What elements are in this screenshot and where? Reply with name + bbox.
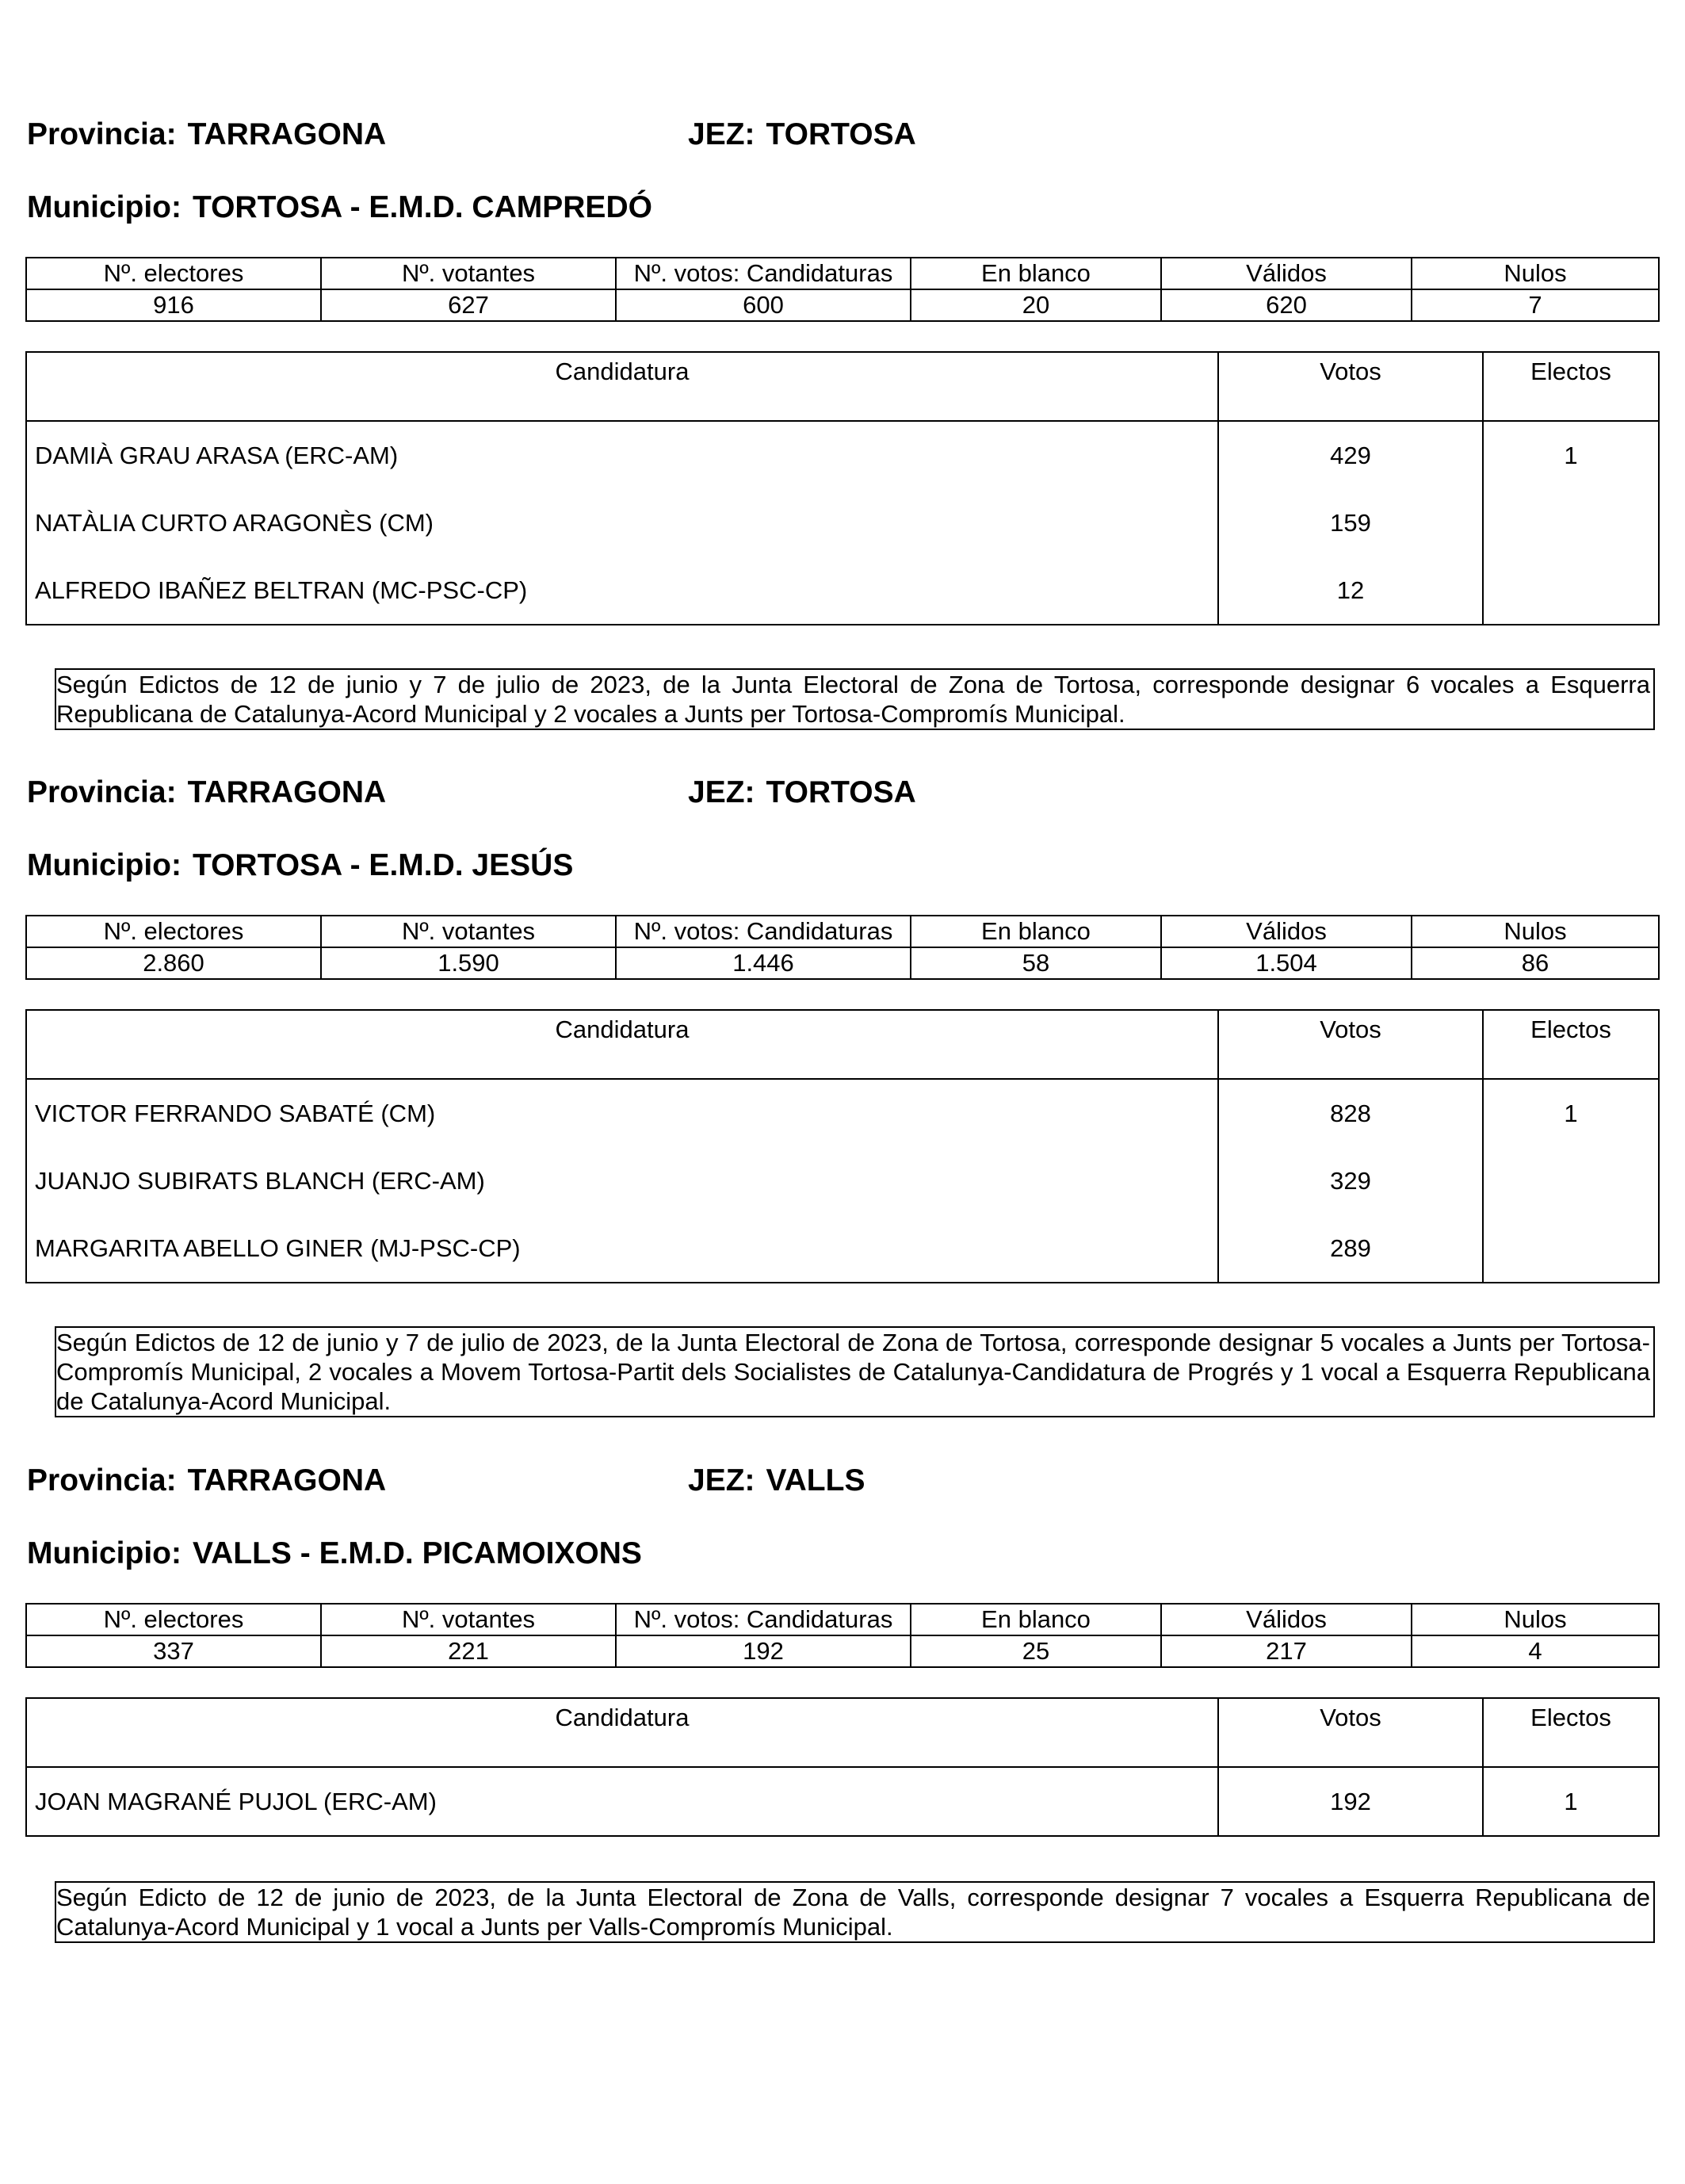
candidate-elected: 1 xyxy=(1483,1079,1659,1147)
stats-value: 620 xyxy=(1161,289,1412,321)
candidate-name: NATÀLIA CURTO ARAGONÈS (CM) xyxy=(26,489,1218,557)
stats-header: Nº. votos: Candidaturas xyxy=(616,258,911,289)
stats-value-row xyxy=(26,1635,1659,1667)
candidate-elected: 1 xyxy=(1483,421,1659,489)
cand-header-votos: Votos xyxy=(1218,1698,1483,1767)
jez-heading: JEZ: VALLS xyxy=(688,1463,865,1497)
stats-value: 7 xyxy=(1412,289,1659,321)
jez-heading: JEZ: TORTOSA xyxy=(688,775,916,809)
provincia-heading: Provincia: TARRAGONA xyxy=(27,117,387,151)
candidates-header-row xyxy=(26,352,1659,421)
stats-header-row xyxy=(26,1604,1659,1635)
cand-header-votos: Votos xyxy=(1218,352,1483,421)
candidate-votes: 329 xyxy=(1218,1147,1483,1214)
provincia-value: TARRAGONA xyxy=(187,775,387,809)
stats-value: 86 xyxy=(1412,947,1659,979)
candidate-votes: 289 xyxy=(1218,1214,1483,1283)
stats-value: 25 xyxy=(911,1635,1161,1667)
stats-header: Válidos xyxy=(1161,916,1412,947)
stats-header: Nº. electores xyxy=(26,1604,321,1635)
candidate-name: JUANJO SUBIRATS BLANCH (ERC-AM) xyxy=(26,1147,1218,1214)
stats-table xyxy=(25,1603,1660,1668)
stats-value: 58 xyxy=(911,947,1161,979)
candidates-header-row xyxy=(26,1698,1659,1767)
stats-table xyxy=(25,915,1660,980)
stats-value: 600 xyxy=(616,289,911,321)
provincia-value: TARRAGONA xyxy=(187,1463,387,1497)
cand-header-candidatura: Candidatura xyxy=(26,352,1218,421)
municipio-heading: Municipio: VALLS - E.M.D. PICAMOIXONS xyxy=(27,1536,642,1570)
stats-value-row xyxy=(26,947,1659,979)
candidate-elected xyxy=(1483,1214,1659,1283)
stats-table xyxy=(25,257,1660,322)
cand-header-candidatura: Candidatura xyxy=(26,1010,1218,1079)
cand-header-candidatura: Candidatura xyxy=(26,1698,1218,1767)
stats-header: Válidos xyxy=(1161,258,1412,289)
candidate-name: MARGARITA ABELLO GINER (MJ-PSC-CP) xyxy=(26,1214,1218,1283)
stats-value: 916 xyxy=(26,289,321,321)
candidates-table xyxy=(25,351,1660,625)
candidate-row xyxy=(26,421,1659,489)
stats-header: Nulos xyxy=(1412,258,1659,289)
jez-value: TORTOSA xyxy=(766,117,916,151)
provincia-value: TARRAGONA xyxy=(187,117,387,151)
stats-value: 2.860 xyxy=(26,947,321,979)
candidate-votes: 429 xyxy=(1218,421,1483,489)
candidate-row xyxy=(26,557,1659,625)
stats-header: Nº. votantes xyxy=(321,258,616,289)
candidate-votes: 828 xyxy=(1218,1079,1483,1147)
municipio-value: TORTOSA - E.M.D. JESÚS xyxy=(192,848,574,882)
cand-header-votos: Votos xyxy=(1218,1010,1483,1079)
candidates-table xyxy=(25,1697,1660,1837)
candidates-header-row xyxy=(26,1010,1659,1079)
municipio-heading: Municipio: TORTOSA - E.M.D. JESÚS xyxy=(27,848,574,882)
provincia-heading: Provincia: TARRAGONA xyxy=(27,775,387,809)
stats-value: 221 xyxy=(321,1635,616,1667)
stats-header: Nº. electores xyxy=(26,916,321,947)
candidate-row xyxy=(26,1214,1659,1283)
stats-header: Nº. votantes xyxy=(321,1604,616,1635)
jez-heading: JEZ: TORTOSA xyxy=(688,117,916,151)
candidate-elected xyxy=(1483,557,1659,625)
stats-header: Nº. votos: Candidaturas xyxy=(616,1604,911,1635)
stats-header: Nº. votantes xyxy=(321,916,616,947)
stats-value: 1.590 xyxy=(321,947,616,979)
candidate-row xyxy=(26,1767,1659,1836)
jez-value: VALLS xyxy=(766,1463,865,1497)
candidate-row xyxy=(26,489,1659,557)
cand-header-electos: Electos xyxy=(1483,352,1659,421)
municipio-heading: Municipio: TORTOSA - E.M.D. CAMPREDÓ xyxy=(27,190,652,224)
stats-header-row xyxy=(26,916,1659,947)
candidate-name: ALFREDO IBAÑEZ BELTRAN (MC-PSC-CP) xyxy=(26,557,1218,625)
candidate-elected: 1 xyxy=(1483,1767,1659,1836)
municipio-value: VALLS - E.M.D. PICAMOIXONS xyxy=(192,1536,642,1570)
candidate-name: DAMIÀ GRAU ARASA (ERC-AM) xyxy=(26,421,1218,489)
candidate-votes: 192 xyxy=(1218,1767,1483,1836)
cand-header-electos: Electos xyxy=(1483,1010,1659,1079)
candidates-table xyxy=(25,1009,1660,1283)
edict-note: Según Edictos de 12 de junio y 7 de julio de 2023, de la Junta Electoral de Zona de Tortosa, corresponde designar 5 vocales a Junts per Tortosa-Compromís Municipal, 2 vocales a Movem Tortosa-Partit dels Socialistes de Catalunya-Candidatura de Progrés y 1 vocal a Esquerra Republicana de Catalunya-Acord Municipal. xyxy=(55,1326,1655,1417)
stats-header: Válidos xyxy=(1161,1604,1412,1635)
candidate-row xyxy=(26,1147,1659,1214)
jez-value: TORTOSA xyxy=(766,775,916,809)
candidate-name: VICTOR FERRANDO SABATÉ (CM) xyxy=(26,1079,1218,1147)
candidate-elected xyxy=(1483,489,1659,557)
edict-note: Según Edictos de 12 de junio y 7 de julio de 2023, de la Junta Electoral de Zona de Tortosa, corresponde designar 6 vocales a Esquerra Republicana de Catalunya-Acord Municipal y 2 vocales a Junts per Tortosa-Compromís Municipal. xyxy=(55,668,1655,730)
stats-value: 217 xyxy=(1161,1635,1412,1667)
edict-note: Según Edicto de 12 de junio de 2023, de la Junta Electoral de Zona de Valls, corresponde designar 7 vocales a Esquerra Republicana de Catalunya-Acord Municipal y 1 vocal a Junts per Valls-Compromís Municipal. xyxy=(55,1881,1655,1943)
candidate-elected xyxy=(1483,1147,1659,1214)
municipio-value: TORTOSA - E.M.D. CAMPREDÓ xyxy=(192,190,652,224)
candidate-name: JOAN MAGRANÉ PUJOL (ERC-AM) xyxy=(26,1767,1218,1836)
stats-header: Nulos xyxy=(1412,916,1659,947)
stats-value: 1.504 xyxy=(1161,947,1412,979)
stats-header: Nulos xyxy=(1412,1604,1659,1635)
stats-value: 1.446 xyxy=(616,947,911,979)
stats-value-row xyxy=(26,289,1659,321)
stats-header-row xyxy=(26,258,1659,289)
stats-header: En blanco xyxy=(911,258,1161,289)
stats-value: 192 xyxy=(616,1635,911,1667)
stats-value: 20 xyxy=(911,289,1161,321)
candidate-row xyxy=(26,1079,1659,1147)
stats-header: En blanco xyxy=(911,1604,1161,1635)
stats-value: 337 xyxy=(26,1635,321,1667)
stats-value: 4 xyxy=(1412,1635,1659,1667)
provincia-heading: Provincia: TARRAGONA xyxy=(27,1463,387,1497)
stats-header: En blanco xyxy=(911,916,1161,947)
candidate-votes: 12 xyxy=(1218,557,1483,625)
cand-header-electos: Electos xyxy=(1483,1698,1659,1767)
stats-header: Nº. electores xyxy=(26,258,321,289)
candidate-votes: 159 xyxy=(1218,489,1483,557)
stats-value: 627 xyxy=(321,289,616,321)
stats-header: Nº. votos: Candidaturas xyxy=(616,916,911,947)
